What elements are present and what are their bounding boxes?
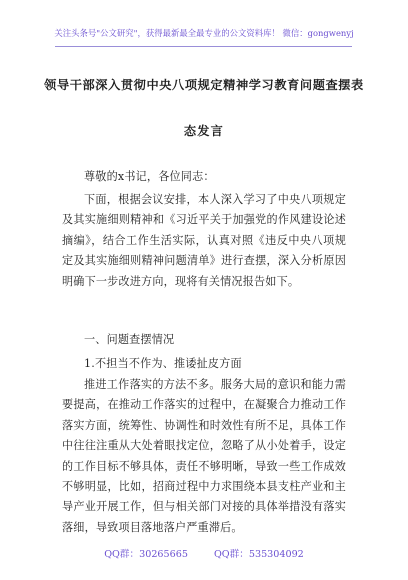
header-divider xyxy=(55,46,352,47)
paragraph-line: 落细，导致项目落地落户严重滞后。 xyxy=(62,520,243,534)
paragraph-line: 的工作目标不够具体，责任不够明晰，导致一些工作成效 xyxy=(62,459,346,473)
footer-qq-group-2: QQ群：535304092 xyxy=(213,549,304,560)
paragraph-line: 下面，根据会议安排，本人深入学习了中央八项规定 xyxy=(84,193,346,206)
paragraph-line: 明确下一步改进方向，现将有关情况报告如下。 xyxy=(62,274,300,288)
subsection-heading: 1.不担当不作为、推诿扯皮方面 xyxy=(84,357,242,370)
paragraph-line: 导产业开展工作，但与相关部门对接的具体举措没有落实 xyxy=(62,500,346,514)
paragraph-line: 落实方面，统筹性、协调性和时效性有所不足，具体工作 xyxy=(62,418,346,432)
paragraph-line: 定及其实施细则精神问题清单》进行查摆，深入分析原因 xyxy=(62,254,346,268)
footer xyxy=(0,546,408,560)
paragraph-line: 中往往注重从大处着眼找定位，忽略了从小处着手，设定 xyxy=(62,439,346,453)
paragraph-line: 要提高，在推动工作落实的过程中，在凝聚合力推动工作 xyxy=(62,398,346,412)
document-title: 领导干部深入贯彻中央八项规定精神学习教育问题查摆表 xyxy=(44,78,364,92)
paragraph-body xyxy=(62,375,346,538)
section-heading: 一、问题查摆情况 xyxy=(84,333,175,346)
paragraph-line: 摘编》，结合工作生活实际，认真对照《违反中央八项规 xyxy=(62,233,346,247)
paragraph-line: 推进工作落实的方法不多。服务大局的意识和能力需 xyxy=(84,378,346,391)
salutation: 尊敬的x书记，各位同志： xyxy=(84,170,215,183)
paragraph-line: 及其实施细则精神和《习近平关于加强党的作风建设论述 xyxy=(62,213,346,227)
paragraph-line: 不够明显，比如，招商过程中力求围绕本县支柱产业和主 xyxy=(62,480,346,494)
footer-qq-group-1: QQ群：30265665 xyxy=(104,549,188,560)
document-subtitle: 态发言 xyxy=(183,124,225,138)
header-banner: 关注头条号"公文研究"，获得最新最全最专业的公文资料库！ 微信：gongwenyj xyxy=(54,28,354,38)
paragraph-intro xyxy=(62,190,346,292)
